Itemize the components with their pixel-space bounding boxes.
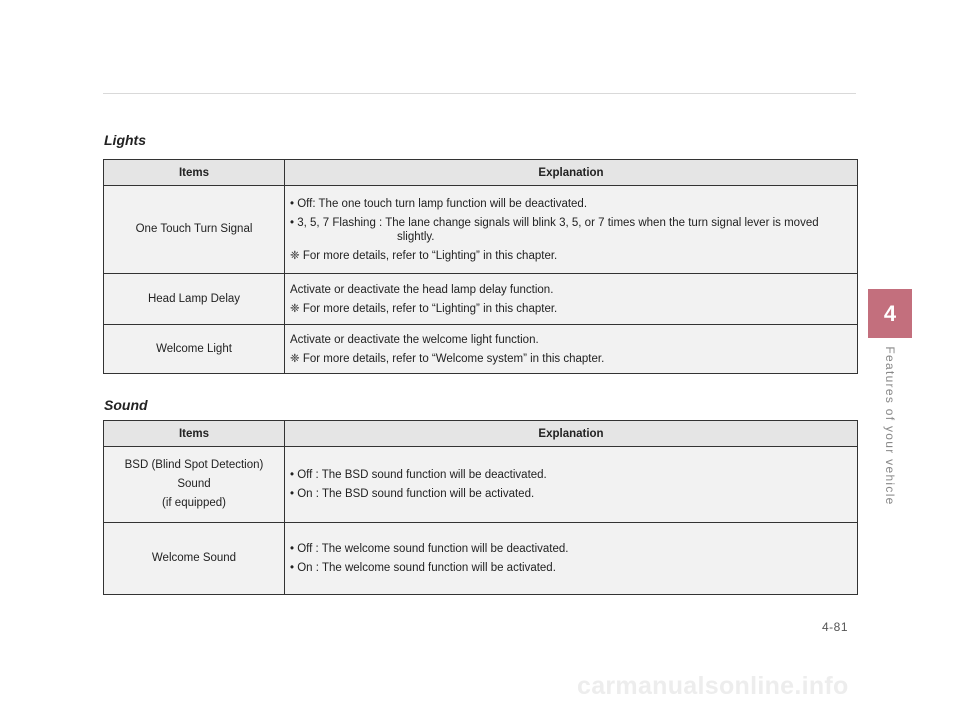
explanation-cell [285,325,858,374]
explanation-header: Explanation [285,421,858,447]
items-header: Items [104,160,285,186]
explanation-line: • 3, 5, 7 Flashing : The lane change signals will blink 3, 5, or 7 times when the turn signal lever is moved slightly. [290,216,819,243]
watermark: carmanualsonline.info [577,672,849,700]
page-number: 4-81 [822,620,849,634]
table-row [104,274,858,325]
explanation-header: Explanation [285,160,858,186]
explanation-line: Activate or deactivate the welcome light function. [290,333,539,346]
explanation-cell [285,447,858,523]
table-row [104,447,858,523]
table-row [104,325,858,374]
lights-section-title: Lights [104,132,146,148]
item-welcome-light: Welcome Light [104,325,285,374]
item-line: BSD (Blind Spot Detection) [124,459,264,471]
table-header-row [104,421,858,447]
item-line: Sound [177,478,211,490]
table-row [104,523,858,595]
sound-section-title: Sound [104,397,148,413]
items-header: Items [104,421,285,447]
explanation-cell [285,523,858,595]
top-divider [103,93,856,94]
explanation-line: • Off : The BSD sound function will be deactivated. [290,469,547,481]
table-row [104,186,858,274]
item-bsd-sound [104,447,285,523]
chapter-caption: Features of your vehicle [883,346,897,506]
explanation-line: Activate or deactivate the head lamp delay function. [290,283,554,296]
explanation-line: • On : The BSD sound function will be activated. [290,488,535,500]
chapter-tab: 4 [868,289,912,338]
explanation-line: • Off : The welcome sound function will be deactivated. [290,543,569,555]
item-line: (if equipped) [162,497,226,509]
explanation-note: ❈ For more details, refer to “Lighting” in this chapter. [290,302,558,315]
explanation-cell [285,186,858,274]
table-header-row [104,160,858,186]
explanation-line: • Off: The one touch turn lamp function will be deactivated. [290,197,588,210]
item-head-lamp-delay: Head Lamp Delay [104,274,285,325]
explanation-note: ❈ For more details, refer to “Lighting” in this chapter. [290,249,558,262]
item-welcome-sound: Welcome Sound [104,523,285,595]
sound-table [103,420,858,595]
explanation-line: • On : The welcome sound function will be activated. [290,562,556,574]
explanation-note: ❈ For more details, refer to “Welcome system” in this chapter. [290,352,605,365]
lights-table [103,159,858,374]
explanation-cell [285,274,858,325]
item-one-touch-turn-signal: One Touch Turn Signal [104,186,285,274]
